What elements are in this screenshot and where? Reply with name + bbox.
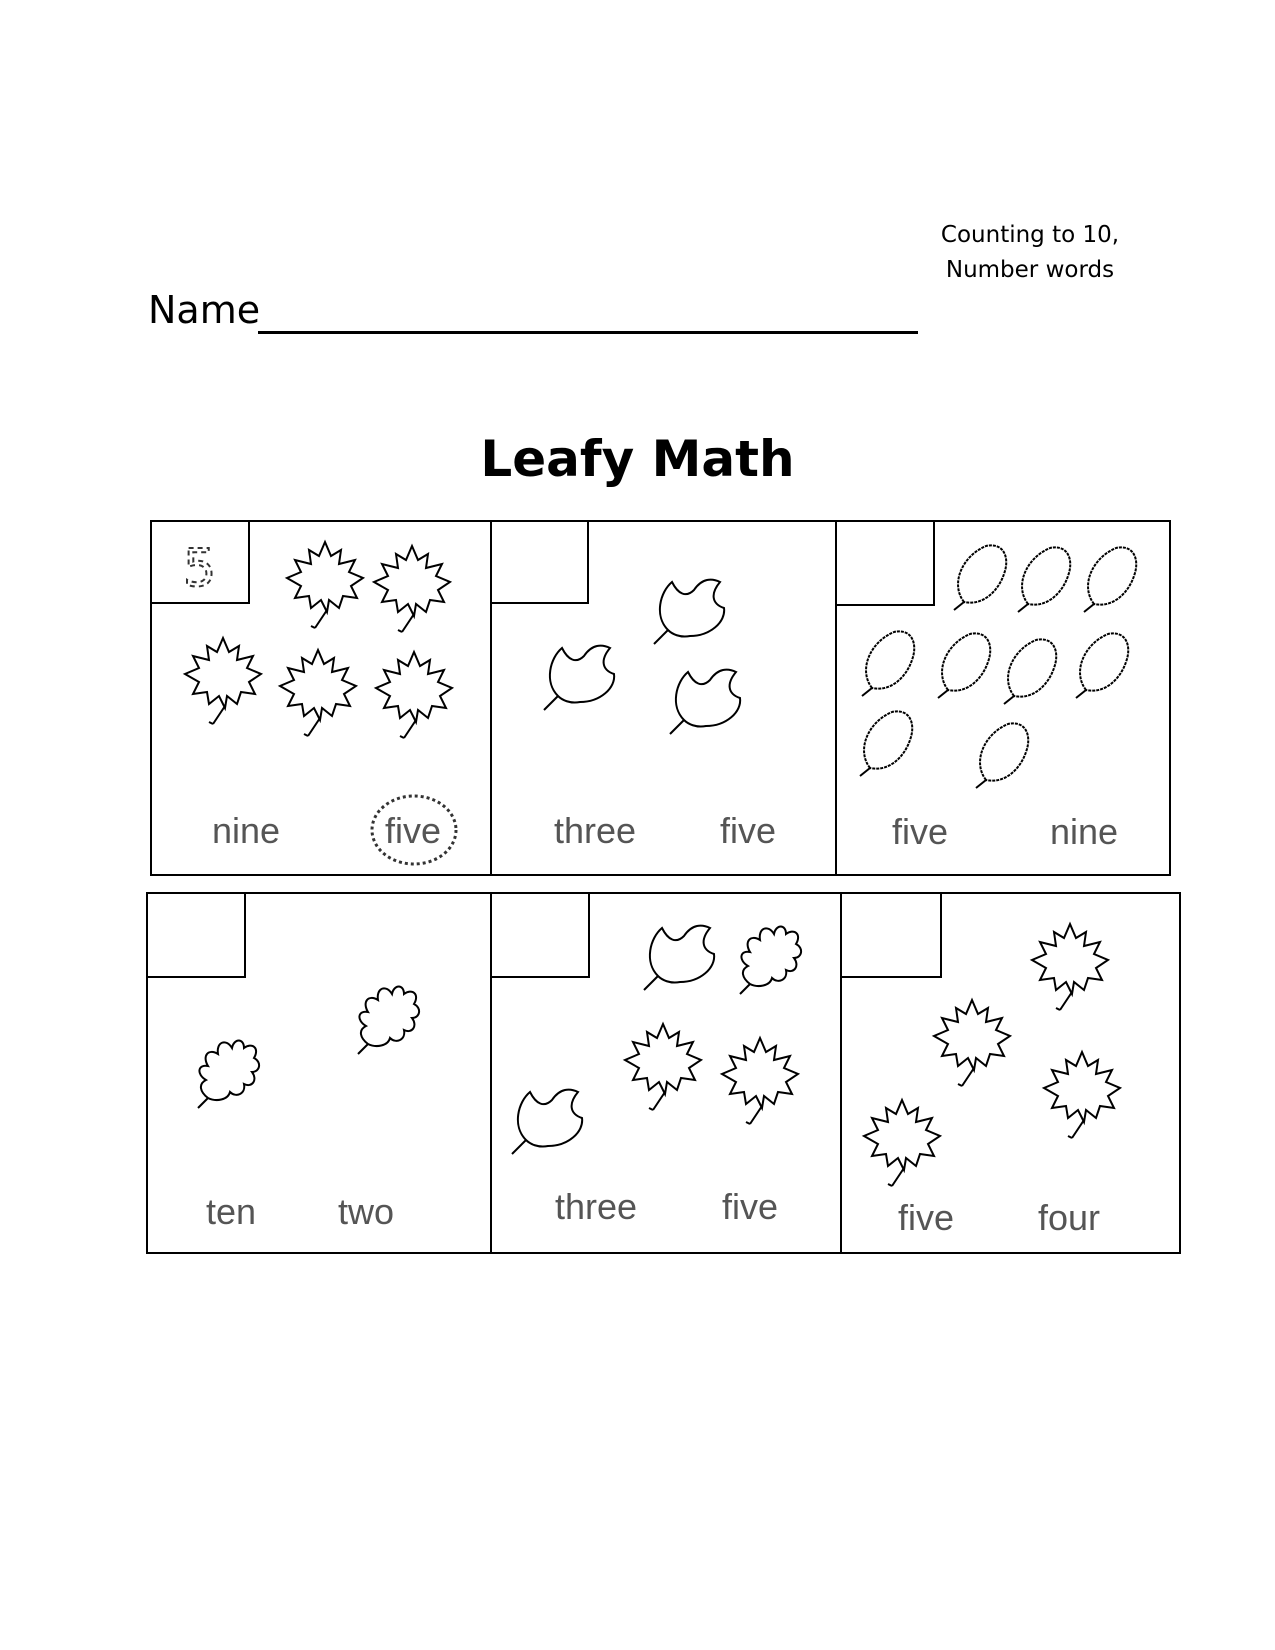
problem-cell-3: [836, 521, 1170, 875]
answer-box-3[interactable]: [836, 521, 934, 605]
lobed-leaf-icon: [644, 926, 714, 990]
choice-word[interactable]: five: [720, 810, 777, 851]
problem-cell-6: [841, 893, 1180, 1253]
oak-leaf-icon: [358, 987, 419, 1055]
answer-box-4[interactable]: [147, 893, 245, 977]
choice-word[interactable]: four: [1038, 1197, 1101, 1238]
maple-leaf-icon: [625, 1024, 701, 1110]
problem-cell-4: [147, 893, 491, 1253]
oval-leaf-icon: [1076, 633, 1128, 698]
maple-leaf-icon: [1032, 924, 1108, 1010]
choice-word[interactable]: three: [555, 1186, 638, 1227]
maple-leaf-icon: [374, 546, 450, 632]
topic-line-1: Counting to 10,: [940, 222, 1120, 248]
choice-word[interactable]: five: [898, 1197, 955, 1238]
problem-cell-1: [151, 521, 491, 875]
lobed-leaf-icon: [512, 1090, 582, 1154]
choice-word[interactable]: three: [554, 810, 637, 851]
maple-leaf-icon: [280, 650, 356, 736]
problem-cell-2: [491, 521, 836, 875]
oval-leaf-icon: [976, 723, 1028, 788]
oval-leaf-icon: [1004, 639, 1056, 704]
choice-word[interactable]: five: [385, 810, 442, 851]
oak-leaf-icon: [740, 927, 801, 995]
choice-word[interactable]: five: [722, 1186, 779, 1227]
lobed-leaf-icon: [544, 646, 614, 710]
maple-leaf-icon: [934, 1000, 1010, 1086]
maple-leaf-icon: [287, 542, 363, 628]
answer-box-6[interactable]: [841, 893, 941, 977]
oval-leaf-icon: [938, 633, 990, 698]
traced-number-5: 5: [183, 539, 217, 599]
name-label: Name: [148, 288, 261, 332]
choice-word[interactable]: nine: [212, 810, 281, 851]
lobed-leaf-icon: [654, 580, 724, 644]
topic-line-2: Number words: [945, 257, 1115, 283]
choice-word[interactable]: nine: [1050, 811, 1119, 852]
oak-leaf-icon: [198, 1041, 259, 1109]
oval-leaf-icon: [862, 631, 914, 696]
choice-word[interactable]: two: [338, 1191, 395, 1232]
oval-leaf-icon: [1084, 547, 1136, 612]
oval-leaf-icon: [954, 545, 1006, 610]
maple-leaf-icon: [1044, 1052, 1120, 1138]
problem-cell-5: [491, 893, 841, 1253]
answer-box-2[interactable]: [491, 521, 588, 603]
oval-leaf-icon: [1018, 547, 1070, 612]
choice-word[interactable]: ten: [206, 1191, 257, 1232]
lobed-leaf-icon: [670, 670, 740, 734]
maple-leaf-icon: [864, 1100, 940, 1186]
maple-leaf-icon: [376, 652, 452, 738]
choice-word[interactable]: five: [892, 811, 949, 852]
page-title: Leafy Math: [480, 430, 795, 488]
maple-leaf-icon: [722, 1038, 798, 1124]
answer-box-5[interactable]: [491, 893, 589, 977]
oval-leaf-icon: [860, 711, 912, 776]
maple-leaf-icon: [185, 638, 261, 724]
